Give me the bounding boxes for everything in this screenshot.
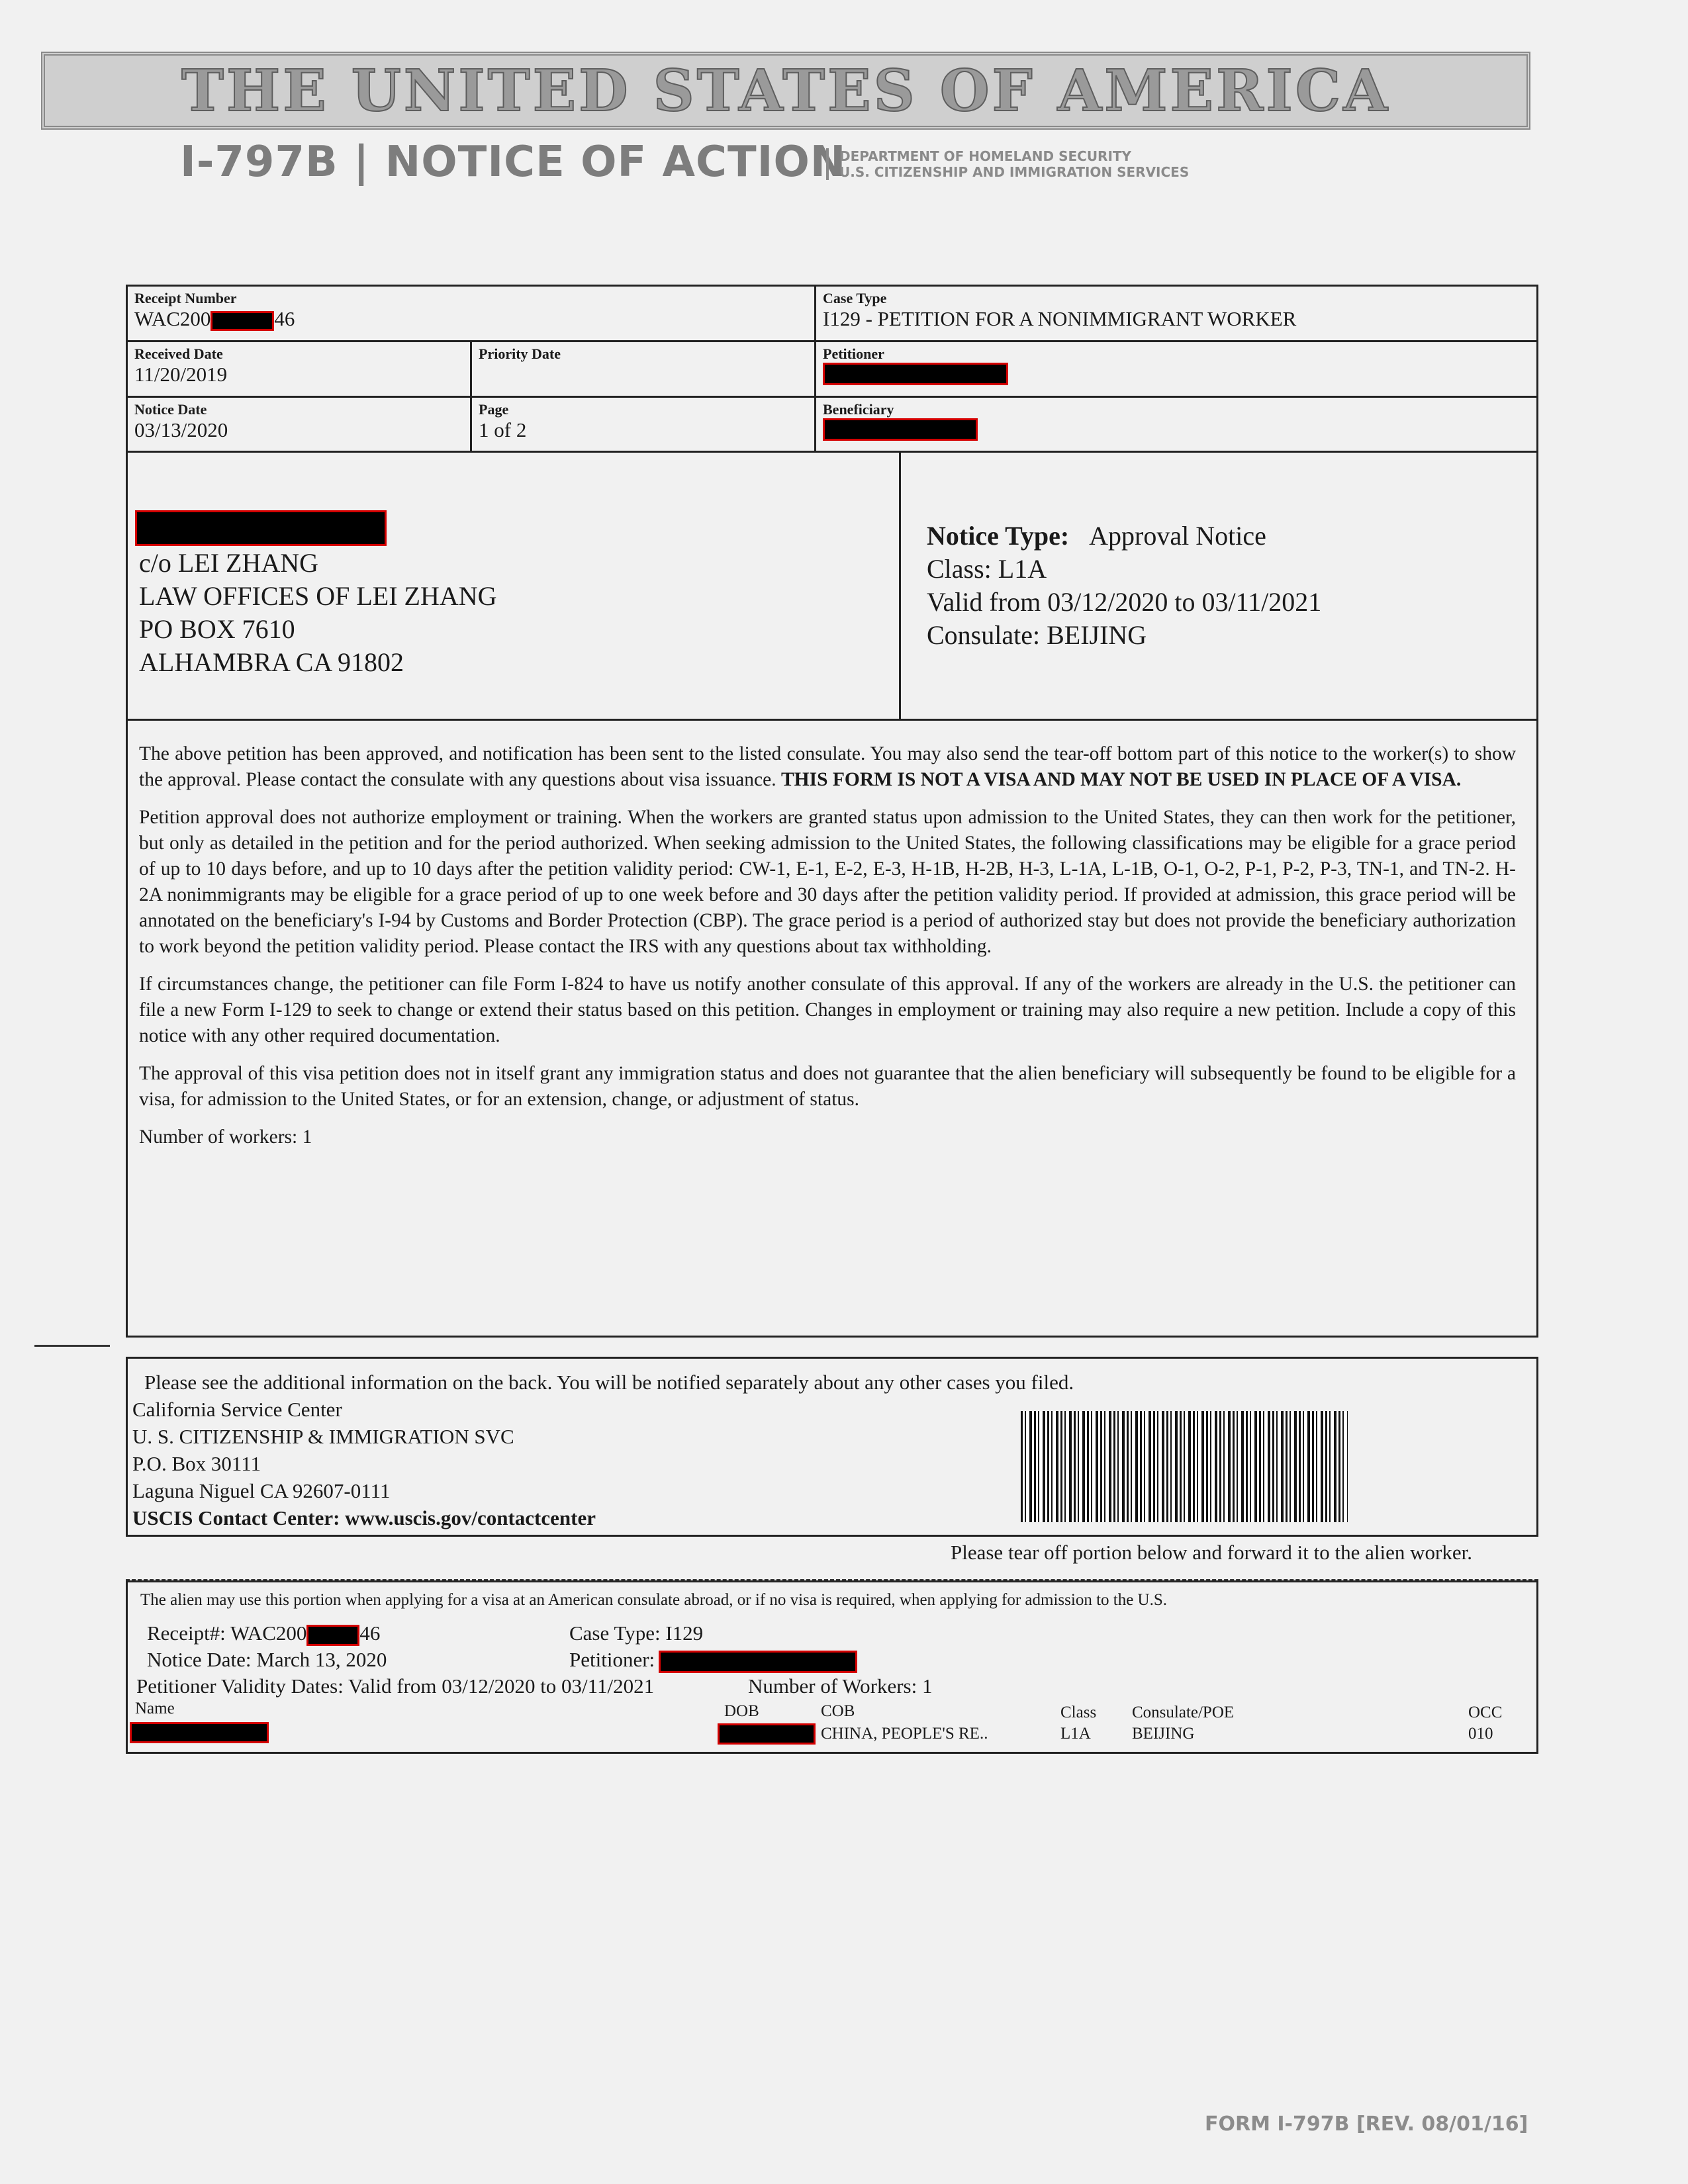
form-revision: FORM I-797B [REV. 08/01/16]: [1205, 2113, 1528, 2136]
address-line-4: ALHAMBRA CA 91802: [139, 647, 404, 677]
service-center-line-4: Laguna Niguel CA 92607-0111: [132, 1479, 391, 1502]
stub-consulate-label: Consulate/POE: [1132, 1704, 1235, 1721]
stub-name-label: Name: [135, 1700, 175, 1717]
stub-cob-value: CHINA, PEOPLE'S RE..: [821, 1725, 988, 1743]
stub-class-label: Class: [1060, 1704, 1097, 1721]
number-of-workers: Number of workers: 1: [139, 1126, 312, 1148]
service-center-line-1: California Service Center: [132, 1398, 342, 1421]
tear-off-instruction: Please tear off portion below and forward it to the alien worker.: [951, 1541, 1472, 1564]
service-center-info: [132, 1369, 1074, 1531]
stub-dob-label: DOB: [724, 1702, 759, 1720]
paragraph-2: Petition approval does not authorize employment or training. When the workers are granted status upon admission to the United States, they can then work for the petitioner, but only as detailed in the petition and for the period authorized. When seeking admission to the United States, the following classifications may be eligible for a grace period of up to 10 days before, and up to 10 days after the petition validity period: CW-1, E-1, E-2, E-3, H-1B, H-2B, H-3, L-1A, L-1B, O-1, O-2, P-1, P-2, P-3, TN-1, and TN-2. H-2A nonimmigrants may be eligible for a grace period of up to one week before and 30 days after the petition validity period. If provided at admission, this grace period will be annotated on the beneficiary's I-94 by Customs and Border Protection (CBP). The grace period is a period of authorized stay but does not provide the beneficiary authorization to work beyond the petition validity period. Please contact the IRS with any questions about tax withholding.: [139, 807, 1516, 957]
case-type-value: I129 - PETITION FOR A NONIMMIGRANT WORKER: [823, 307, 1297, 330]
contact-center: USCIS Contact Center: www.uscis.gov/contactcenter: [132, 1506, 596, 1529]
beneficiary-redaction: [823, 418, 978, 441]
stub-consulate-value: BEIJING: [1132, 1725, 1195, 1743]
address-line-1: c/o LEI ZHANG: [139, 548, 319, 578]
stub-number-of-workers: Number of Workers: 1: [748, 1674, 933, 1698]
case-type-label: Case Type: [823, 290, 887, 306]
receipt-number-field: [128, 286, 301, 335]
form-title: I-797B | NOTICE OF ACTION: [180, 138, 847, 187]
paragraph-4: The approval of this visa petition does not in itself grant any immigration status and does not guarantee that the alien beneficiary will subsequently be found to be eligible for a visa, for admission to the United States, or for an extension, change, or adjustment of status.: [139, 1063, 1516, 1110]
priority-date-field: [472, 341, 567, 367]
stub-validity-dates: Petitioner Validity Dates: Valid from 03/12/2020 to 03/11/2021: [136, 1674, 655, 1698]
stub-notice-date: Notice Date: March 13, 2020: [147, 1648, 387, 1671]
notice-valid: Valid from 03/12/2020 to 03/11/2021: [927, 587, 1322, 617]
notice-type: [927, 520, 1321, 553]
page-label: Page: [479, 401, 509, 418]
stub-petitioner: Petitioner:: [569, 1648, 857, 1673]
service-center-line-2: U. S. CITIZENSHIP & IMMIGRATION SVC: [132, 1425, 514, 1448]
agency-line-2: U.S. CITIZENSHIP AND IMMIGRATION SERVICES: [839, 164, 1190, 180]
notice-consulate: Consulate: BEIJING: [927, 620, 1147, 650]
agency-line-1: DEPARTMENT OF HOMELAND SECURITY: [839, 148, 1132, 164]
received-date-value: 11/20/2019: [134, 363, 228, 386]
receipt-number-value: WAC200 46: [134, 307, 295, 330]
petitioner-field: [816, 341, 1015, 389]
agency-name: [826, 148, 1189, 180]
notice-summary: [927, 520, 1321, 652]
priority-date-label: Priority Date: [479, 345, 561, 362]
stub-occ-value: 010: [1468, 1725, 1493, 1743]
paragraph-1: The above petition has been approved, and notification has been sent to the listed consulate. You may also send the tear-off bottom part of this notice to the worker(s) to show the approval. Please contact the consulate with any questions about visa issuance. THIS FORM IS NOT A VISA AND MAY NOT BE USED IN PLACE OF A VISA.: [139, 743, 1516, 790]
address-line-2: LAW OFFICES OF LEI ZHANG: [139, 581, 497, 611]
barcode: [1021, 1411, 1348, 1522]
case-type-field: [816, 286, 1303, 335]
beneficiary-field: [816, 397, 984, 445]
notice-type-label: Notice Type:: [927, 521, 1070, 551]
notice-date-field: [128, 397, 234, 446]
stub-name-redaction: [130, 1722, 269, 1743]
banner-title: THE UNITED STATES OF AMERICA: [181, 57, 1390, 124]
stub-cob-label: COB: [821, 1702, 855, 1720]
notice-body: [139, 741, 1516, 1162]
recipient-name-redaction: [135, 510, 387, 546]
received-date-field: [128, 341, 234, 390]
page-field: [472, 397, 533, 446]
additional-info-note: Please see the additional information on the back. You will be notified separately about any other cases you filed.: [144, 1371, 1074, 1394]
stub-occ-label: OCC: [1468, 1704, 1503, 1721]
service-center-line-3: P.O. Box 30111: [132, 1452, 261, 1475]
stub-dob-redaction: [718, 1723, 816, 1745]
stub-receipt: Receipt#: WAC200 46: [147, 1621, 381, 1645]
mailing-address: [139, 547, 497, 679]
notice-date-value: 03/13/2020: [134, 418, 228, 441]
petitioner-redaction: [823, 363, 1008, 385]
beneficiary-label: Beneficiary: [823, 401, 894, 418]
stub-case-type: Case Type: I129: [569, 1621, 704, 1645]
stub-class-value: L1A: [1060, 1725, 1091, 1743]
notice-date-label: Notice Date: [134, 401, 207, 418]
address-line-3: PO BOX 7610: [139, 614, 295, 644]
visa-warning: THIS FORM IS NOT A VISA AND MAY NOT BE USED IN PLACE OF A VISA.: [780, 769, 1462, 790]
petitioner-label: Petitioner: [823, 345, 884, 362]
page-value: 1 of 2: [479, 418, 527, 441]
paragraph-3: If circumstances change, the petitioner can file Form I-824 to have us notify another consulate of this approval. If any of the workers are already in the U.S. the petitioner can file a new Form I-129 to seek to change or extend their status based on this petition. Changes in employment or training may also require a new petition. Include a copy of this notice with any other required documentation.: [139, 974, 1516, 1046]
banner: [41, 52, 1530, 130]
notice-class: Class: L1A: [927, 554, 1047, 584]
received-date-label: Received Date: [134, 345, 223, 362]
notice-type-value: Approval Notice: [1089, 521, 1266, 551]
fold-mark: [34, 1345, 110, 1347]
stub-intro: The alien may use this portion when applying for a visa at an American consulate abroad, or if no visa is required, when applying for admission to the U.S.: [140, 1591, 1168, 1609]
receipt-number-label: Receipt Number: [134, 290, 237, 306]
